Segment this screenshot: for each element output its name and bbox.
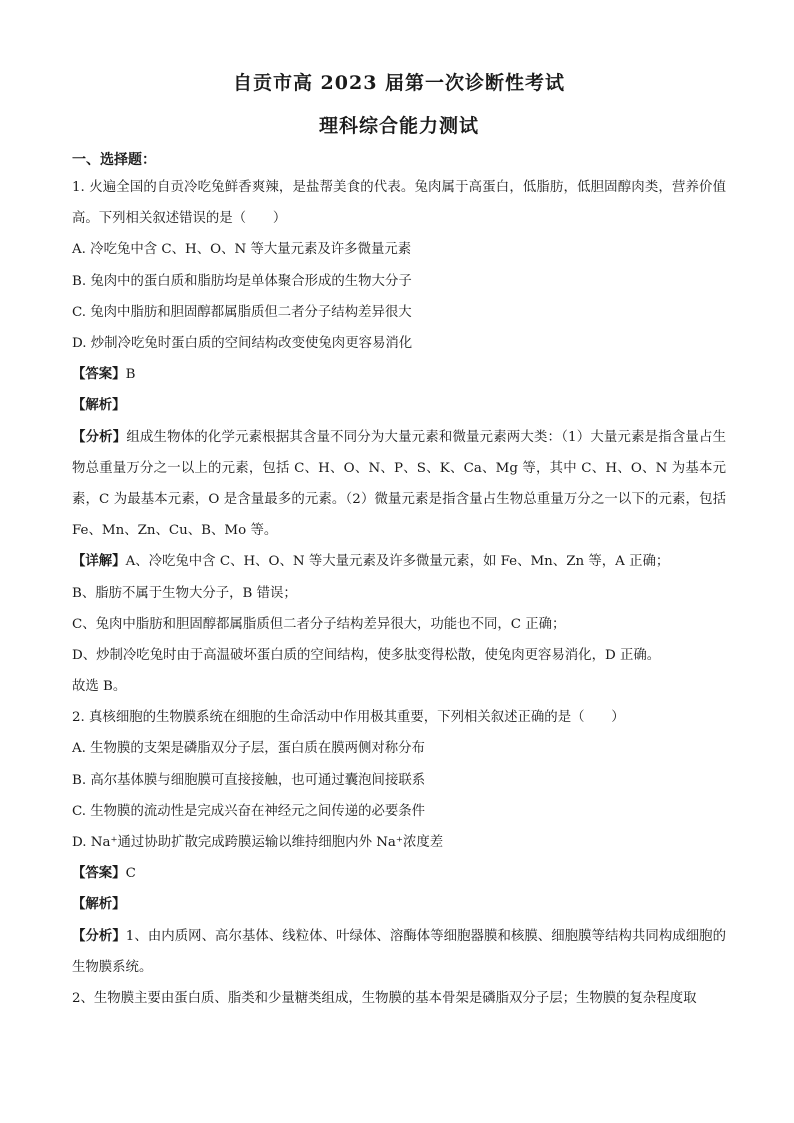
- answer-value: C: [125, 866, 136, 882]
- question-1-option-b: B. 兔肉中的蛋白质和脂肪均是单体聚合形成的生物大分子: [72, 273, 412, 289]
- exam-subtitle: 理科综合能力测试: [318, 115, 479, 137]
- question-2-option-d: D. Na⁺通过协助扩散完成跨膜运输以维持细胞内外 Na⁺浓度差: [72, 835, 444, 851]
- answer-value: B: [125, 367, 136, 383]
- question-1-option-d: D. 炒制冷吃兔时蛋白质的空间结构改变使兔肉更容易消化: [72, 335, 413, 351]
- question-1-answer: [72, 359, 726, 390]
- question-2-stem: 2. 真核细胞的生物膜系统在细胞的生命活动中作用极其重要，下列相关叙述正确的是（ ）: [72, 710, 625, 726]
- question-2-option-c: C. 生物膜的流动性是完成兴奋在神经元之间传递的必要条件: [72, 803, 426, 819]
- exam-title: 自贡市高 2023 届第一次诊断性考试: [232, 72, 566, 94]
- fenxi-label: 【分析】: [72, 927, 126, 944]
- analysis-label: 【解析】: [72, 896, 126, 913]
- question-2-option-b: B. 高尔基体膜与细胞膜可直接接触，也可通过囊泡间接联系: [72, 772, 426, 788]
- question-1-fenxi: [72, 422, 726, 547]
- question-1-option-a: A. 冷吃兔中含 C、H、O、N 等大量元素及许多微量元素: [72, 242, 412, 258]
- question-1-xiangjie-b: B、脂肪不属于生物大分子，B 错误；: [72, 585, 297, 601]
- question-2-fenxi: [72, 921, 726, 983]
- question-2-option-a: A. 生物膜的支架是磷脂双分子层，蛋白质在膜两侧对称分布: [72, 741, 425, 757]
- question-1-xiangjie-d: D、炒制冷吃兔时由于高温破坏蛋白质的空间结构，使多肽变得松散，使兔肉更容易消化，D 正确。: [72, 647, 661, 663]
- question-1-option-c: C. 兔肉中脂肪和胆固醇都属脂质但二者分子结构差异很大: [72, 304, 412, 320]
- fenxi-text: 组成生物体的化学元素根据其含量不同分为大量元素和微量元素两大类：（1）大量元素是指含量占生物总重量万分之一以上的元素，包括 C、H、O、N、P、S、K、Ca、Mg 等，其中 C、H、O、N 为基本元素，C 为最基本元素，O 是含量最多的元素。（2）微量元素是指含量占生物总重量万分之一以下的元素，包括 Fe、Mn、Zn、Cu、B、Mo 等。: [72, 429, 726, 539]
- question-2-analysis-line-2: 2、生物膜主要由蛋白质、脂类和少量糖类组成，生物膜的基本骨架是磷脂双分子层；生物膜的复杂程度取: [72, 991, 697, 1007]
- question-1-stem: 1. 火遍全国的自贡冷吃兔鲜香爽辣，是盐帮美食的代表。兔肉属于高蛋白，低脂肪，低胆固醇肉类，营养价值高。下列相关叙述错误的是（ ）: [72, 180, 726, 227]
- document-page: [72, 70, 726, 1014]
- question-1-conclusion: 故选 B。: [72, 679, 127, 695]
- section-heading: 一、选择题：: [72, 152, 156, 168]
- question-1-xiangjie-c: C、兔肉中脂肪和胆固醇都属脂质但二者分子结构差异很大，功能也不同，C 正确；: [72, 616, 566, 632]
- question-1-xiangjie-a: [72, 546, 726, 577]
- fenxi-label: 【分析】: [72, 428, 127, 445]
- question-2-answer: [72, 858, 726, 889]
- fenxi-text: 1、由内质网、高尔基体、线粒体、叶绿体、溶酶体等细胞器膜和核膜、细胞膜等结构共同构成细胞的生物膜系统。: [72, 928, 726, 975]
- question-1-analysis-heading: [72, 390, 726, 421]
- answer-label: 【答案】: [72, 366, 126, 383]
- xiangjie-text: A、冷吃兔中含 C、H、O、N 等大量元素及许多微量元素，如 Fe、Mn、Zn 等，A 正确；: [125, 554, 670, 570]
- xiangjie-label: 【详解】: [72, 553, 126, 570]
- answer-label: 【答案】: [72, 865, 126, 882]
- question-2-analysis-heading: [72, 889, 726, 920]
- analysis-label: 【解析】: [72, 397, 126, 414]
